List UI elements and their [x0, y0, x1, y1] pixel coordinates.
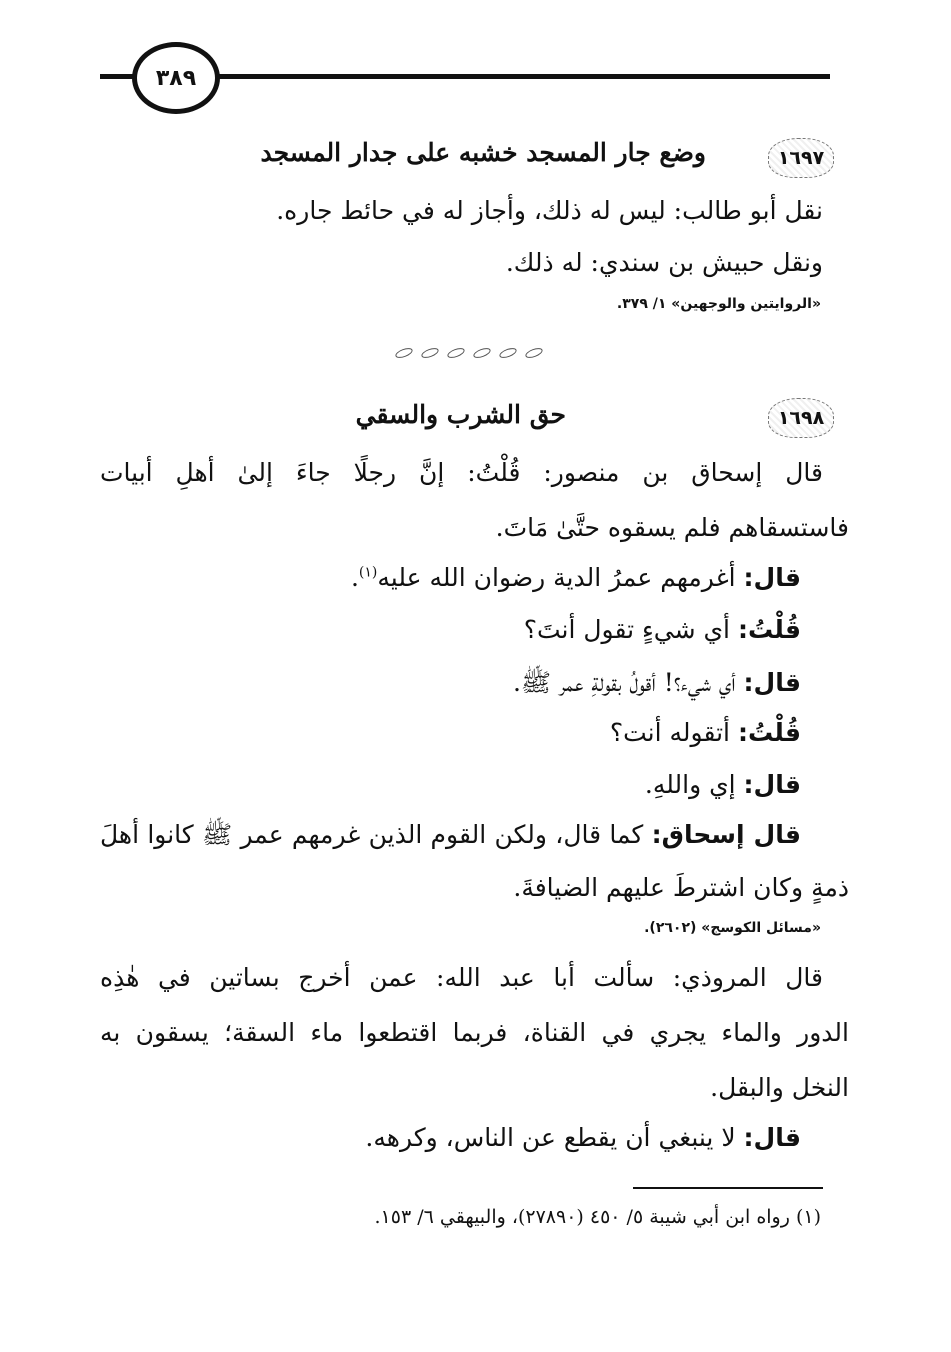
dialogue-line	[524, 617, 801, 642]
dialogue-line	[365, 1125, 801, 1150]
section-number: ١٦٩٨	[777, 407, 825, 429]
footnote-marker: (١)	[358, 564, 378, 581]
footnote-rule	[633, 1187, 823, 1189]
dialogue-end: .	[350, 563, 359, 592]
dialogue-text: كما قال، ولكن القوم الذين غرمهم عمر ﷺ كانوا أهلَ	[100, 820, 652, 849]
dialogue-line	[513, 670, 801, 695]
speaker: قُلْتُ:	[737, 718, 801, 747]
text-line: الدور والماء يجري في القناة، فربما اقتطعوا ماء السقة؛ يسقون به	[100, 1018, 849, 1047]
section-title: وضع جار المسجد خشبه على جدار المسجد	[260, 138, 706, 167]
section-number-badge	[768, 398, 834, 438]
dialogue-text: أي شيء؟! أقولُ بقولةِ عمر ﷺ.	[512, 668, 744, 697]
section-number-badge	[768, 138, 834, 178]
speaker: قال:	[743, 1123, 801, 1152]
text-line	[100, 822, 801, 847]
text-line: فاستسقاهم فلم يسقوه حتَّىٰ مَاتَ.	[495, 513, 849, 542]
source-reference: «مسائل الكوسج» (٢٦٠٢).	[644, 920, 821, 936]
footnote: (١) رواه ابن أبي شيبة ٥/ ٤٥٠ (٢٧٨٩٠)، والبيهقي ٦/ ١٥٣.	[374, 1206, 821, 1228]
dialogue-text: إي واللهِ.	[644, 770, 744, 799]
dialogue-text: لا ينبغي أن يقطع عن الناس، وكرهه.	[365, 1123, 744, 1152]
text-line: ذمةٍ وكان اشترطَ عليهم الضيافةَ.	[513, 873, 849, 902]
text-line: النخل والبقل.	[710, 1073, 849, 1102]
section-number: ١٦٩٧	[777, 147, 825, 169]
dialogue-line	[610, 720, 801, 745]
speaker: قال:	[743, 563, 801, 592]
dialogue-line	[645, 772, 801, 797]
speaker: قال:	[743, 668, 801, 697]
source-reference: «الروايتين والوجهين» ١/ ٣٧٩.	[616, 296, 821, 312]
page-number-badge	[132, 42, 220, 114]
text-line: نقل أبو طالب: ليس له ذلك، وأجاز له في حائط جاره.	[276, 196, 823, 225]
dialogue-text: أغرمهم عمرُ الدية رضوان الله عليه	[377, 563, 744, 592]
section-divider-ornament	[395, 348, 543, 358]
text-line: ونقل حبيش بن سندي: له ذلك.	[505, 248, 823, 277]
dialogue-line	[351, 565, 801, 590]
text-line: قال إسحاق بن منصور: قُلْتُ: إنَّ رجلًا جاءَ إلىٰ أهلِ أبيات	[100, 458, 823, 487]
section-title: حق الشرب والسقي	[355, 400, 566, 429]
dialogue-text: أتقوله أنت؟	[609, 718, 738, 747]
speaker: قال إسحاق:	[651, 820, 802, 849]
text-line: قال المروذي: سألت أبا عبد الله: عمن أخرج بساتين في هٰذِه	[100, 963, 823, 992]
speaker: قال:	[743, 770, 801, 799]
speaker: قُلْتُ:	[737, 615, 801, 644]
dialogue-text: أي شيءٍ تقول أنتَ؟	[523, 615, 738, 644]
page-number: ٣٨٩	[155, 65, 197, 91]
